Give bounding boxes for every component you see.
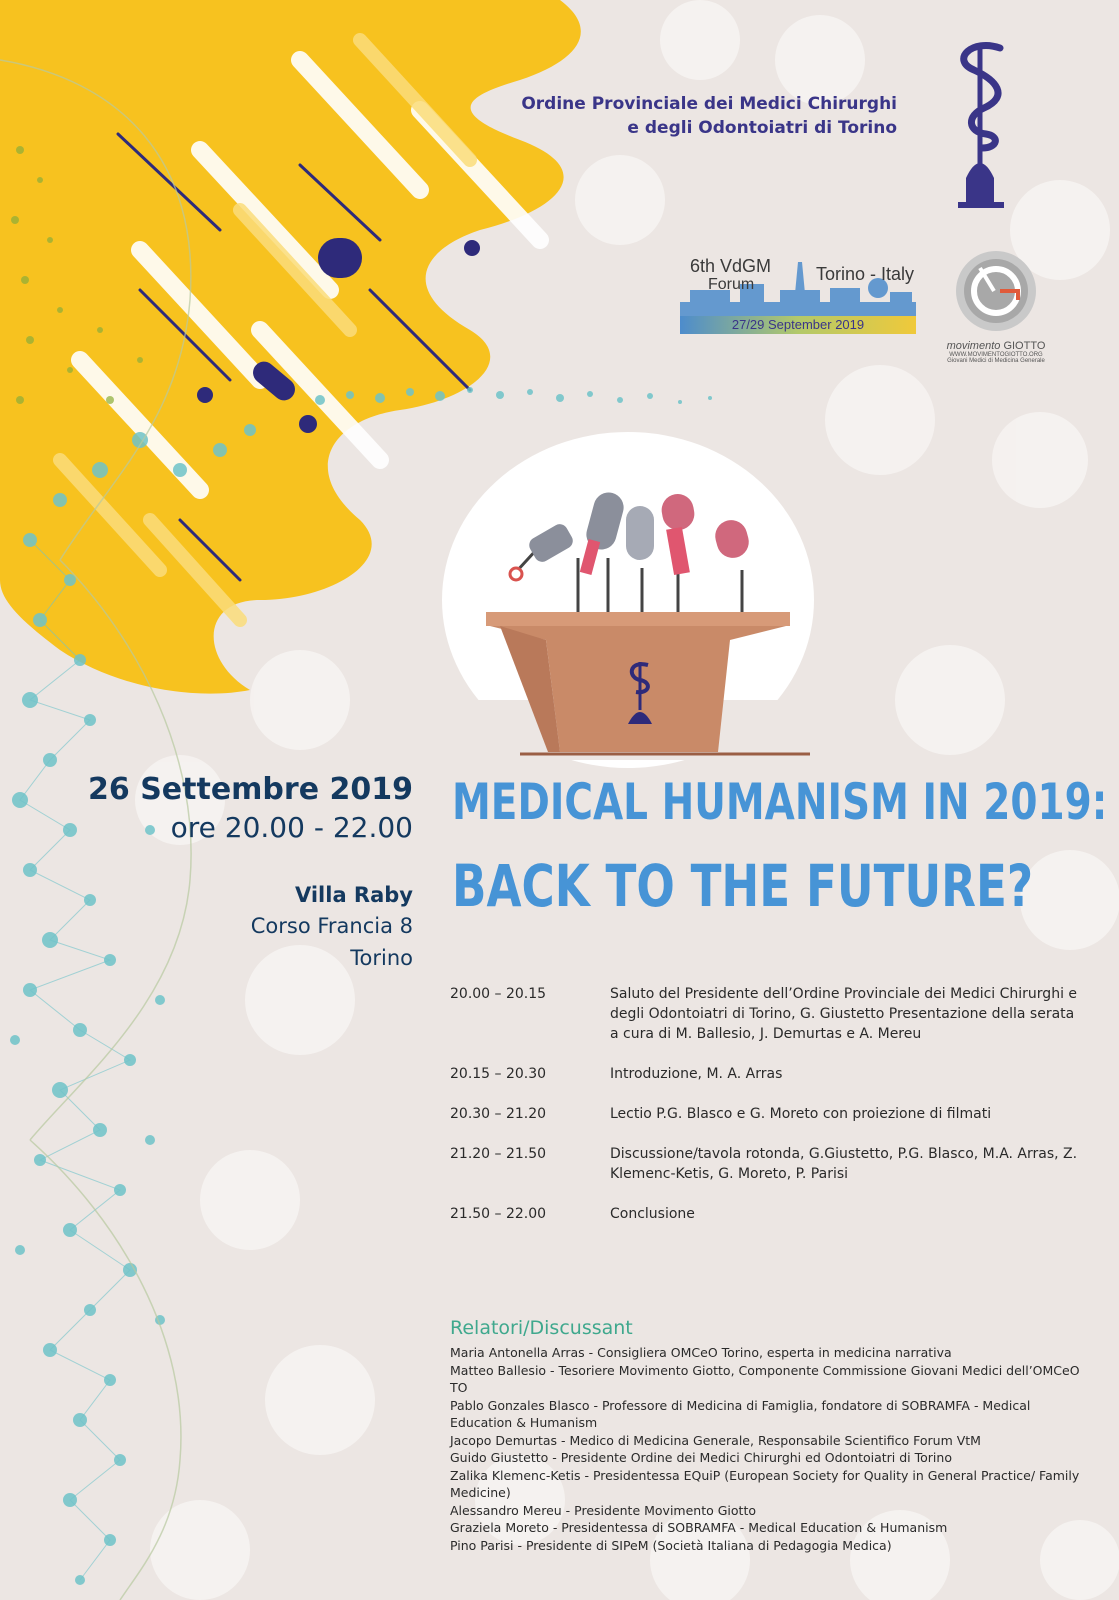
omceo-logo-icon xyxy=(952,36,1022,211)
vdgm-forum-logo xyxy=(680,254,916,336)
program-description: Introduzione, M. A. Arras xyxy=(610,1066,783,1082)
speaker-item: Guido Giustetto - Presidente Ordine dei Medici Chirurghi ed Odontoiatri di Torino xyxy=(450,1450,952,1465)
program-description: Discussione/tavola rotonda, G.Giustetto, P.G. Blasco, M.A. Arras, Z. Klemenc-Ketis, G. Moreto, P. Parisi xyxy=(610,1146,1078,1182)
giotto-name xyxy=(936,340,1056,352)
vdgm-dates: 27/29 September 2019 xyxy=(731,317,865,332)
title-line2: BACK TO THE FUTURE? xyxy=(452,852,1034,920)
event-date: 26 Settembre 2019 xyxy=(88,772,413,807)
organization-line2: e degli Odontoiatri di Torino xyxy=(627,118,897,138)
speaker-item: Pablo Gonzales Blasco - Professore di Medicina di Famiglia, fondatore di SOBRAMFA - Medical Education & Humanism xyxy=(450,1397,1031,1430)
program-time: 21.20 – 21.50 xyxy=(450,1146,547,1162)
title-line1: MEDICAL HUMANISM IN 2019: xyxy=(452,773,1108,831)
speaker-item: Matteo Ballesio - Tesoriere Movimento Giotto, Componente Commissione Giovani Medici dell’OMCeO TO xyxy=(450,1362,1080,1395)
program-time: 20.30 – 21.20 xyxy=(450,1106,547,1122)
vdgm-subtitle: Forum xyxy=(708,276,755,293)
venue-name: Villa Raby xyxy=(294,883,413,907)
program-row xyxy=(450,984,1090,1044)
program-time: 20.00 – 20.15 xyxy=(450,986,547,1002)
speaker-item: Zalika Klemenc-Ketis - Presidentessa EQuiP (European Society for Quality in General Practice/ Family Medicine) xyxy=(450,1467,1080,1500)
speakers-section xyxy=(450,1316,1090,1554)
speaker-item: Pino Parisi - Presidente di SIPeM (Società Italiana di Pedagogia Medica) xyxy=(450,1537,892,1553)
program-schedule xyxy=(450,984,1090,1244)
giotto-name-prefix: movimento xyxy=(946,340,1001,352)
program-row xyxy=(450,1204,1090,1224)
speaker-item: Graziela Moreto - Presidentessa di SOBRAMFA - Medical Education & Humanism xyxy=(450,1520,948,1535)
vdgm-title: 6th VdGM xyxy=(690,256,772,276)
venue-address: Corso Francia 8 xyxy=(250,914,413,938)
giotto-tagline: Giovani Medici di Medicina Generale xyxy=(947,358,1045,364)
event-title xyxy=(452,772,1107,920)
giotto-url: WWW.MOVIMENTOGIOTTO.ORG xyxy=(949,352,1043,358)
program-description: Saluto del Presidente dell’Ordine Provinciale dei Medici Chirurghi e degli Odontoiatri di Torino, G. Giustetto Presentazione della serata a cura di M. Ballesio, J. Demurtas e A. Mereu xyxy=(610,986,1078,1042)
event-info xyxy=(88,772,413,974)
giotto-circle-icon xyxy=(950,248,1042,334)
program-row xyxy=(450,1144,1090,1184)
program-description: Lectio P.G. Blasco e G. Moreto con proiezione di filmati xyxy=(610,1106,992,1122)
program-description: Conclusione xyxy=(610,1206,695,1222)
event-time: ore 20.00 - 22.00 xyxy=(170,811,413,844)
venue-city: Torino xyxy=(350,946,413,970)
organization-header xyxy=(521,92,897,140)
speakers-title: Relatori/Discussant xyxy=(450,1317,633,1339)
program-time: 21.50 – 22.00 xyxy=(450,1206,547,1222)
program-time: 20.15 – 20.30 xyxy=(450,1066,547,1082)
organization-line1: Ordine Provinciale dei Medici Chirurghi xyxy=(521,94,897,114)
program-row xyxy=(450,1064,1090,1084)
program-row xyxy=(450,1104,1090,1124)
giotto-logo xyxy=(936,248,1056,364)
speaker-item: Maria Antonella Arras - Consigliera OMCeO Torino, esperta in medicina narrativa xyxy=(450,1345,952,1360)
vdgm-city: Torino - Italy xyxy=(816,264,915,284)
speaker-item: Jacopo Demurtas - Medico di Medicina Generale, Responsabile Scientifico Forum VtM xyxy=(450,1432,981,1448)
speaker-item: Alessandro Mereu - Presidente Movimento Giotto xyxy=(450,1502,756,1518)
giotto-name-main: GIOTTO xyxy=(1003,340,1046,352)
